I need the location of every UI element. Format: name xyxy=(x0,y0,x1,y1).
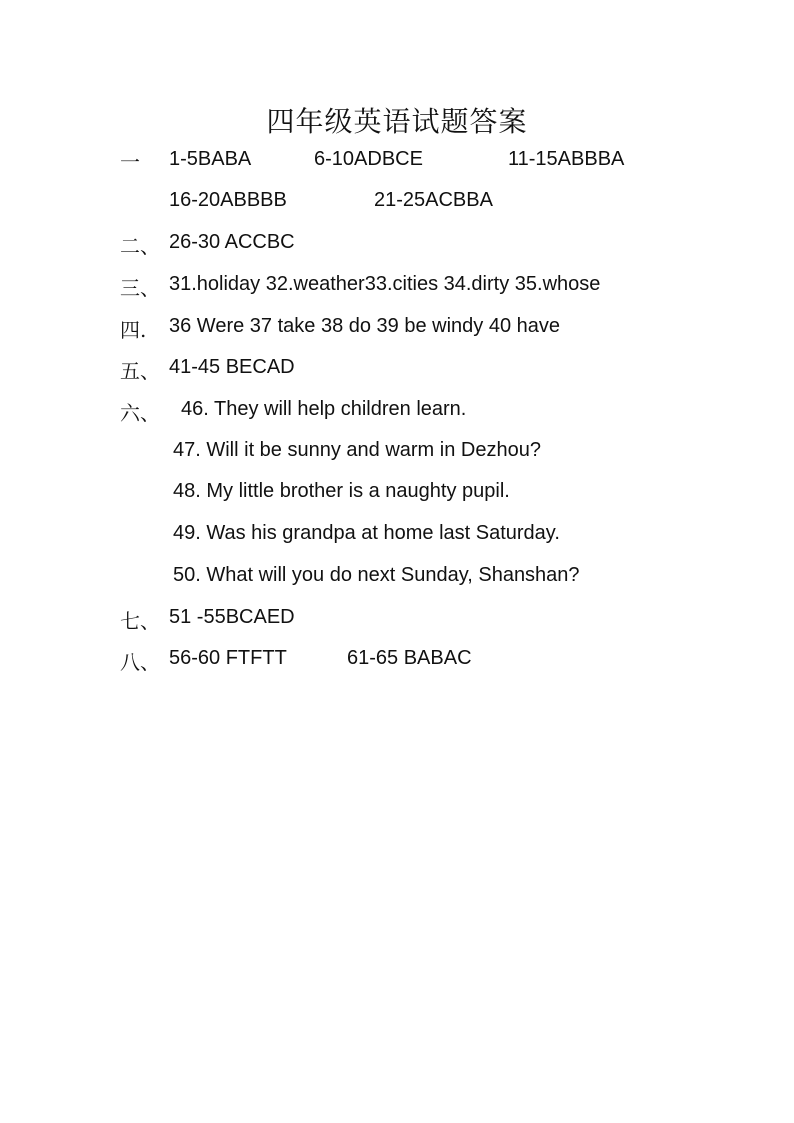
answer-text: 16-20ABBBB xyxy=(169,189,287,211)
answer-sentence: 46. They will help children learn. xyxy=(181,398,467,420)
section-numeral: 四. xyxy=(120,318,147,342)
answer-text: 1-5BABA xyxy=(169,148,252,170)
answer-sentence: 47. Will it be sunny and warm in Dezhou? xyxy=(173,439,541,461)
section-numeral: 三、 xyxy=(120,276,160,300)
answer-text: 41-45 BECAD xyxy=(169,356,295,378)
answer-text: 56-60 FTFTT xyxy=(169,647,287,669)
answer-sentence: 50. What will you do next Sunday, Shanshan? xyxy=(173,564,580,586)
answer-sentence: 48. My little brother is a naughty pupil. xyxy=(173,480,510,502)
answer-text: 26-30 ACCBC xyxy=(169,231,295,253)
section-numeral: 五、 xyxy=(120,359,160,383)
answer-text: 61-65 BABAC xyxy=(347,647,472,669)
section-numeral: 七、 xyxy=(120,609,160,633)
page-title: 四年级英语试题答案 xyxy=(266,105,528,138)
answer-text: 36 Were 37 take 38 do 39 be windy 40 have xyxy=(169,315,561,337)
answer-text: 51 -55BCAED xyxy=(169,606,295,628)
answer-text: 21-25ACBBA xyxy=(374,189,493,211)
answer-text: 6-10ADBCE xyxy=(314,148,423,170)
section-numeral: 六、 xyxy=(120,401,160,425)
answer-text: 11-15ABBBA xyxy=(508,148,625,170)
section-numeral: 二、 xyxy=(120,234,160,258)
answer-text: 31.holiday 32.weather33.cities 34.dirty 35.whose xyxy=(169,273,601,295)
section-numeral: 一 xyxy=(120,150,140,174)
section-numeral: 八、 xyxy=(120,650,160,674)
answer-sentence: 49. Was his grandpa at home last Saturday. xyxy=(173,522,560,544)
